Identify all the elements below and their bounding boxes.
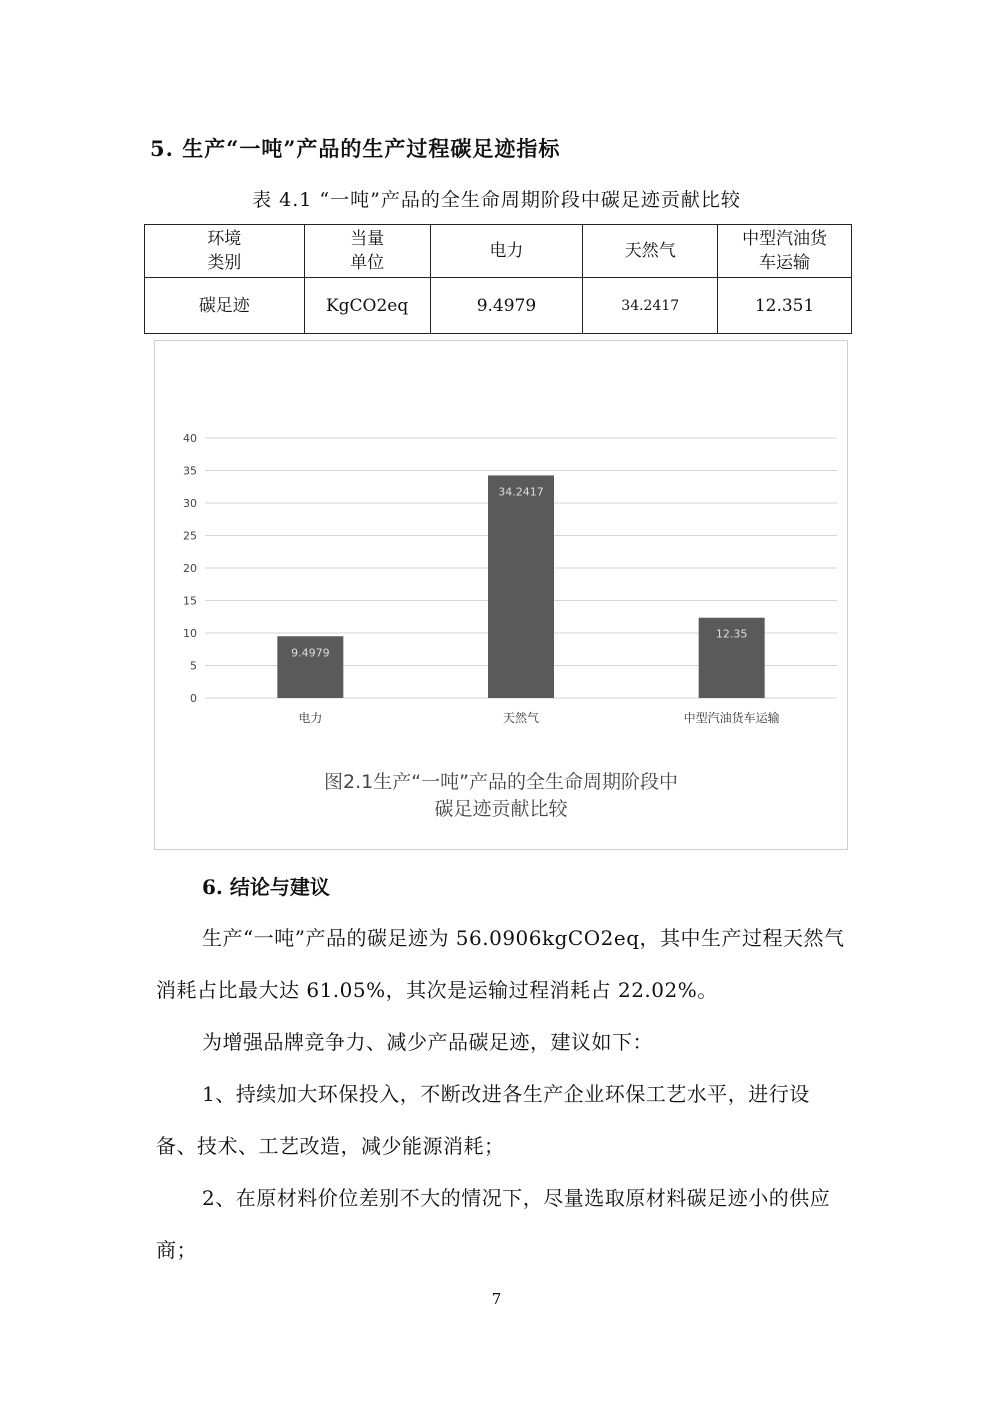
- paragraph-intro: 为增强品牌竞争力、减少产品碳足迹，建议如下：: [202, 1030, 653, 1054]
- bar-chart-svg: [155, 341, 847, 761]
- chart-caption-line1: 图2.1生产“一吨”产品的全生命周期阶段中: [324, 771, 678, 793]
- data-label: 34.2417: [498, 485, 544, 499]
- cell-natural-gas: 34.2417: [583, 278, 718, 334]
- table-header-cell: [430, 225, 583, 278]
- y-tick-label: 20: [183, 562, 197, 575]
- x-category-label: 电力: [298, 711, 323, 725]
- y-tick-label: 30: [183, 497, 197, 510]
- header-electricity: 电力: [489, 241, 524, 261]
- paragraph-suggestion-2: 2、在原材料价位差别不大的情况下，尽量选取原材料碳足迹小的供应商；: [156, 1186, 831, 1262]
- x-category-label: 中型汽油货车运输: [683, 711, 780, 725]
- table-caption: 表 4.1 “一吨”产品的全生命周期阶段中碳足迹贡献比较: [252, 189, 741, 211]
- table-header-cell: [583, 225, 718, 278]
- data-label: 12.35: [715, 627, 748, 641]
- chart-caption-line2: 碳足迹贡献比较: [434, 798, 568, 820]
- y-tick-label: 5: [190, 659, 197, 673]
- page-number: 7: [491, 1290, 502, 1308]
- y-tick-label: 15: [183, 594, 197, 608]
- chart-caption: [155, 769, 847, 823]
- table-header-cell: [145, 225, 305, 278]
- header-natural-gas: 天然气: [624, 241, 676, 261]
- data-label: 9.4979: [291, 646, 330, 660]
- y-tick-label: 0: [190, 692, 197, 705]
- section-heading: 5. 生产“一吨”产品的生产过程碳足迹指标: [150, 136, 561, 161]
- table-header-row: [145, 225, 852, 278]
- y-tick-label: 10: [183, 627, 197, 640]
- cell-unit: KgCO2eq: [304, 278, 430, 334]
- bar: [488, 475, 554, 698]
- header-truck-transport: 中型汽油货 车运输: [742, 229, 828, 273]
- header-unit: 当量 单位: [350, 229, 385, 273]
- conclusion-heading: 6. 结论与建议: [202, 875, 330, 899]
- table-row: [145, 278, 852, 334]
- cell-electricity: 9.4979: [430, 278, 583, 334]
- y-tick-label: 40: [183, 432, 197, 445]
- header-env-category: 环境 类别: [207, 229, 242, 273]
- y-tick-label: 25: [183, 529, 197, 543]
- paragraph-suggestion-1: 1、持续加大环保投入，不断改进各生产企业环保工艺水平，进行设备、技术、工艺改造，减少能源消耗；: [156, 1082, 810, 1158]
- cell-category: 碳足迹: [145, 278, 305, 334]
- table-header-cell: [304, 225, 430, 278]
- x-category-label: 天然气: [502, 711, 540, 725]
- carbon-footprint-table: [144, 224, 852, 334]
- table-header-cell: [718, 225, 852, 278]
- cell-truck-transport: 12.351: [718, 278, 852, 334]
- y-tick-label: 35: [183, 464, 197, 478]
- bar-chart: [154, 340, 848, 850]
- paragraph-summary: 生产“一吨”产品的碳足迹为 56.0906kgCO2eq，其中生产过程天然气消耗占比最大达 61.05%，其次是运输过程消耗占 22.02%。: [156, 926, 845, 1002]
